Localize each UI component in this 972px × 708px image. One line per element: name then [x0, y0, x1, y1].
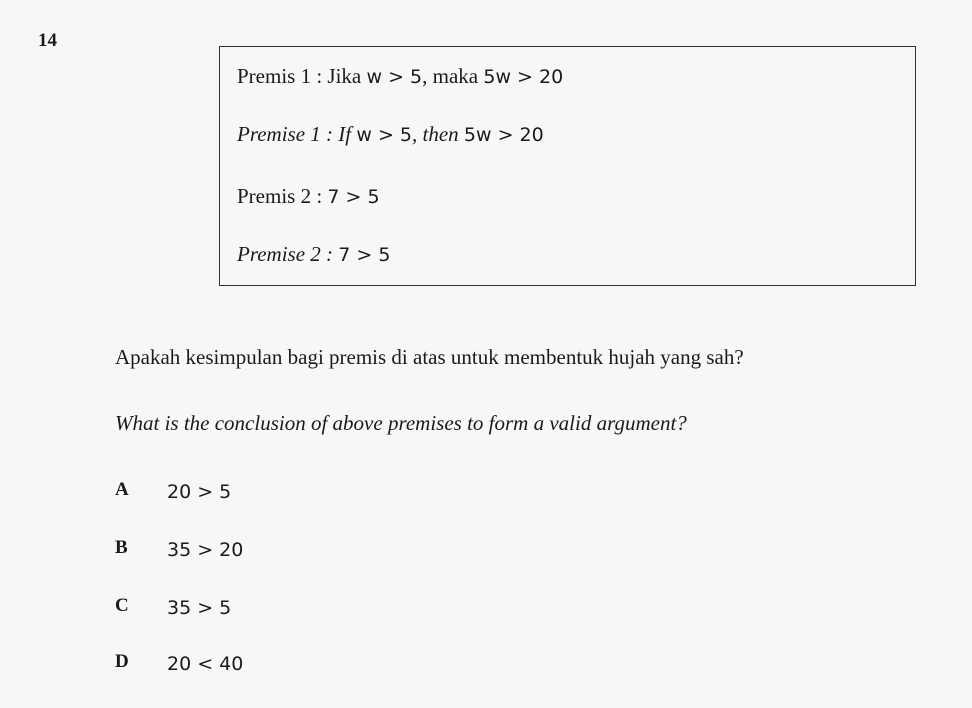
- premise-label: Premise 1 : If: [237, 122, 357, 146]
- question-number: 14: [38, 30, 57, 51]
- premise-1-malay: [237, 64, 563, 89]
- premise-2-malay: [237, 184, 380, 209]
- premise-1-english: [237, 122, 544, 147]
- option-value: 20 > 5: [167, 481, 232, 503]
- premise-math: 5w > 20: [483, 66, 564, 88]
- option-letter: C: [115, 595, 129, 616]
- premise-label: Premis 2 :: [237, 184, 328, 208]
- premise-math: 7 > 5: [338, 244, 391, 266]
- premise-math: w > 5: [366, 66, 423, 88]
- premise-math: 7 > 5: [327, 186, 380, 208]
- option-letter: A: [115, 479, 129, 500]
- premise-box: [219, 46, 916, 286]
- option-value: 35 > 20: [167, 539, 244, 561]
- premise-2-english: [237, 242, 390, 267]
- option-value: 20 < 40: [167, 653, 244, 675]
- option-letter: D: [115, 651, 129, 672]
- premise-math: w > 5: [356, 124, 412, 146]
- question-prompt-english: What is the conclusion of above premises to form a valid argument?: [115, 411, 687, 435]
- premise-connector: , maka: [422, 64, 484, 88]
- premise-connector: , then: [412, 122, 464, 146]
- option-value: 35 > 5: [167, 597, 232, 619]
- option-letter: B: [115, 537, 128, 558]
- premise-label: Premis 1 : Jika: [237, 64, 367, 88]
- premise-math: 5w > 20: [463, 124, 544, 146]
- premise-label: Premise 2 :: [237, 242, 339, 266]
- question-prompt-malay: Apakah kesimpulan bagi premis di atas untuk membentuk hujah yang sah?: [115, 345, 744, 369]
